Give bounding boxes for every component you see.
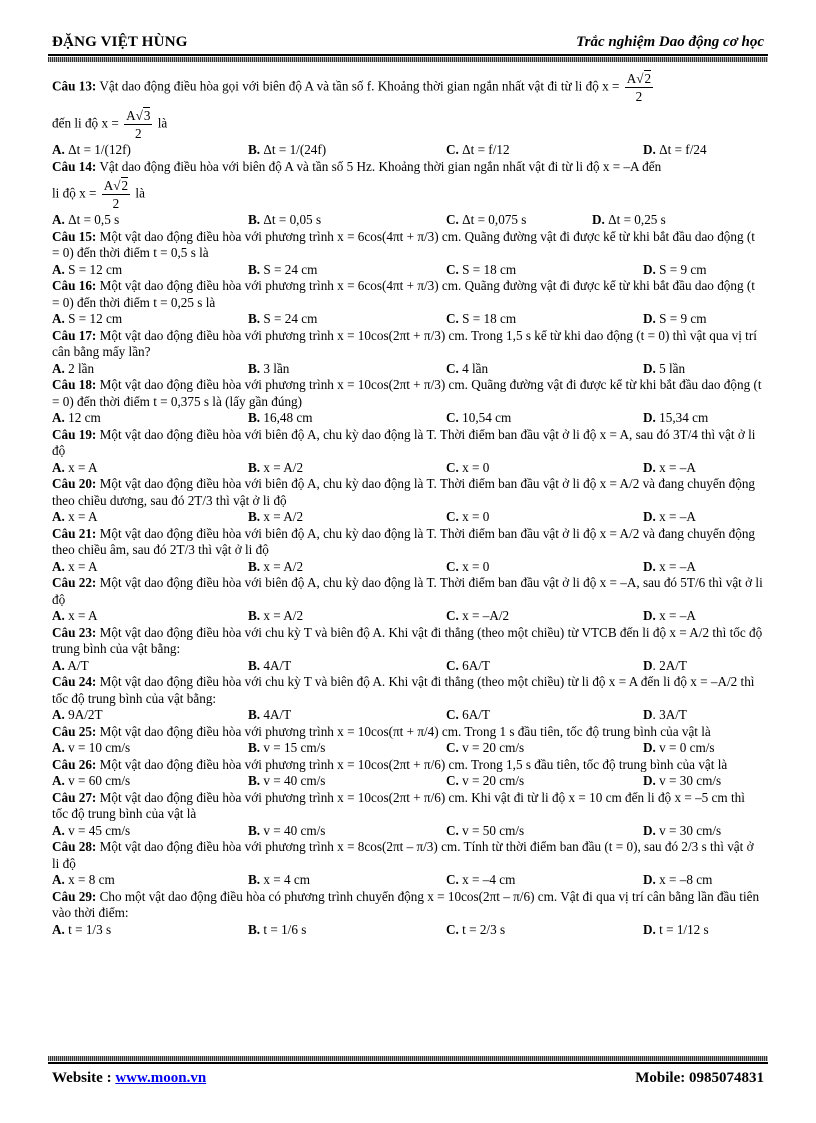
- question-text: Vật dao động điều hòa với biên độ A và tần số 5 Hz. Khoảng thời gian ngắn nhất vật đi từ li độ x = –A đến: [96, 158, 662, 174]
- option-b[interactable]: B. v = 15 cm/s: [248, 740, 326, 755]
- option-b[interactable]: B. S = 24 cm: [248, 311, 318, 326]
- option-a[interactable]: A. S = 12 cm: [52, 261, 123, 277]
- question-text: Một vật dao động điều hòa với chu kỳ T và biên độ A. Khi vật đi thẳng (theo một chiều) từ li độ x = A đến li độ x = –A/2 thì tốc độ trung bình của vật bằng:: [52, 674, 755, 706]
- option-d[interactable]: D. Δt = 0,25 s: [592, 212, 666, 227]
- option-c[interactable]: C. x = –A/2: [446, 608, 510, 623]
- option-c[interactable]: C. 6A/T: [446, 657, 490, 673]
- option-a[interactable]: A. x = A: [52, 509, 98, 524]
- option-d[interactable]: D. x = –A: [643, 558, 696, 574]
- answer-options: [52, 658, 764, 675]
- answer-options: [52, 608, 764, 625]
- option-b[interactable]: B. x = A/2: [248, 509, 304, 524]
- option-a[interactable]: A. x = A: [52, 459, 98, 475]
- option-c[interactable]: C. x = 0: [446, 558, 490, 574]
- option-c[interactable]: C. t = 2/3 s: [446, 921, 506, 937]
- fraction-a-sqrt2-over-2: $\frac{A√2}{2}$: [103, 178, 129, 211]
- option-c[interactable]: C. v = 50 cm/s: [446, 822, 525, 838]
- option-c[interactable]: C. v = 20 cm/s: [446, 773, 525, 788]
- question-text: Một vật dao động điều hòa với phương trình x = 6cos(4πt + π/3) cm. Quãng đường vật đi được kể từ khi bắt đầu dao động (t = 0) đến thời điểm t = 0,5 s là: [52, 228, 755, 260]
- answer-options: [52, 311, 764, 328]
- question-18: [52, 377, 764, 410]
- question-list: [52, 70, 764, 938]
- question-23: [52, 625, 764, 658]
- footer-rule: [48, 1062, 768, 1064]
- option-a[interactable]: A. t = 1/3 s: [52, 921, 112, 937]
- option-a[interactable]: A. Δt = 1/(12f): [52, 142, 131, 157]
- option-c[interactable]: C. S = 18 cm: [446, 261, 517, 277]
- option-b[interactable]: B. 4A/T: [248, 657, 292, 673]
- option-c[interactable]: C. x = –4 cm: [446, 872, 516, 887]
- option-d[interactable]: D. S = 9 cm: [643, 311, 707, 326]
- mobile-number: Mobile: 0985074831: [635, 1070, 764, 1086]
- answer-options: [52, 142, 764, 159]
- option-a[interactable]: A. x = A: [52, 608, 98, 623]
- question-text: Một vật dao động điều hòa với biên độ A, chu kỳ dao động là T. Thời điểm ban đầu vật ở li độ x = –A, sau đó 5T/6 thì vật ở li độ: [52, 575, 763, 607]
- option-a[interactable]: A. 2 lần: [52, 360, 95, 376]
- remaining-questions: [52, 229, 764, 939]
- question-text: Một vật dao động điều hòa với phương trình x = 10cos(2πt + π/6) cm. Khi vật đi từ li độ x = 10 cm đến li độ x = –5 cm thì tốc độ trung bình của vật là: [52, 789, 745, 821]
- question-14-cont: li độ x = $\frac{A√2}{2}$ là: [52, 178, 145, 211]
- answer-options: [52, 509, 764, 526]
- option-c[interactable]: C. 6A/T: [446, 707, 490, 722]
- question-21: [52, 526, 764, 559]
- option-c[interactable]: C. 4 lần: [446, 360, 489, 376]
- answer-options: [52, 410, 764, 427]
- option-c[interactable]: C. 10,54 cm: [446, 410, 512, 425]
- question-number: Câu 17:: [52, 327, 97, 343]
- option-b[interactable]: B. x = A/2: [248, 558, 304, 574]
- question-number: Câu 16:: [52, 278, 97, 293]
- option-b[interactable]: B. 16,48 cm: [248, 410, 313, 425]
- option-d[interactable]: D. t = 1/12 s: [643, 921, 709, 937]
- answer-options: [52, 460, 764, 477]
- question-text: Một vật dao động điều hòa với biên độ A, chu kỳ dao động là T. Thời điểm ban đầu vật ở li độ x = A/2 và đang chuyển động theo chiều dương, sau đó 2T/3 thì vật ở li độ: [52, 476, 756, 508]
- question-22: [52, 575, 764, 608]
- answer-options: [52, 262, 764, 279]
- question-29: [52, 889, 764, 922]
- question-16: [52, 278, 764, 311]
- option-a[interactable]: A. 12 cm: [52, 410, 101, 425]
- option-d[interactable]: D. 5 lần: [643, 360, 686, 376]
- question-text: Một vật dao động điều hòa với phương trình x = 6cos(4πt + π/3) cm. Quãng đường vật đi được kể từ khi bắt đầu dao động (t = 0) đến thời điểm t = 0,25 s là: [52, 278, 755, 310]
- page-footer: [52, 1070, 764, 1090]
- website: Website : www.moon.vn: [52, 1070, 207, 1086]
- question-20: [52, 476, 764, 509]
- option-d[interactable]: D. 3A/T: [643, 707, 687, 722]
- question-number: Câu 15:: [52, 228, 97, 244]
- page-header: [52, 30, 764, 52]
- option-b[interactable]: B. x = A/2: [248, 608, 304, 623]
- question-19: [52, 427, 764, 460]
- answer-options: [52, 922, 764, 939]
- question-13-cont: đến li độ x = $\frac{A√3}{2}$ là: [52, 108, 168, 141]
- option-d[interactable]: D. v = 0 cm/s: [643, 740, 715, 755]
- option-a[interactable]: A. v = 45 cm/s: [52, 822, 131, 838]
- header-rule: [48, 54, 768, 56]
- question-text: Một vật dao động điều hòa với phương trình x = 10cos(2πt + π/6) cm. Trong 1,5 s đầu tiên, tốc độ trung bình của vật là: [96, 756, 728, 772]
- option-a[interactable]: A. Δt = 0,5 s: [52, 212, 120, 227]
- question-text: Một vật dao động điều hòa với phương trình x = 10cos(πt + π/4) cm. Trong 1 s đầu tiên, tốc độ trung bình của vật là: [96, 723, 711, 739]
- option-c[interactable]: C. S = 18 cm: [446, 311, 517, 326]
- question-25: [52, 724, 764, 741]
- question-text: Một vật dao động điều hòa với biên độ A, chu kỳ dao động là T. Thời điểm ban đầu vật ở li độ x = A/2 và đang chuyển động theo chiều âm, sau đó 2T/3 thì vật ở li độ: [52, 525, 756, 557]
- answer-options: [52, 559, 764, 576]
- question-text: Một vật dao động điều hòa với phương trình x = 8cos(2πt – π/3) cm. Tính từ thời điểm ban đầu (t = 0), sau đó 2/3 s thì vật ở li độ: [52, 839, 754, 871]
- question-text: Một vật dao động điều hòa với chu kỳ T và biên độ A. Khi vật đi thẳng (theo một chiều) từ VTCB đến li độ x = A/2 thì tốc độ trung bình của vật bằng:: [52, 624, 763, 656]
- question-text: Một vật dao động điều hòa với biên độ A, chu kỳ dao động là T. Thời điểm ban đầu vật ở li độ x = A, sau đó 3T/4 thì vật ở li độ: [52, 426, 756, 458]
- option-c[interactable]: C. x = 0: [446, 459, 490, 475]
- option-c[interactable]: C. x = 0: [446, 509, 490, 524]
- answer-options: [52, 773, 764, 790]
- option-a[interactable]: A. x = 8 cm: [52, 872, 115, 887]
- question-number: Câu 25:: [52, 723, 97, 739]
- option-b[interactable]: B. v = 40 cm/s: [248, 822, 326, 838]
- question-number: Câu 14:: [52, 158, 97, 174]
- option-b[interactable]: B. 3 lần: [248, 360, 290, 376]
- question-number: Câu 28:: [52, 839, 97, 854]
- option-b[interactable]: B. Δt = 1/(24f): [248, 142, 327, 157]
- option-b[interactable]: B. v = 40 cm/s: [248, 773, 326, 788]
- option-d[interactable]: D. x = –A: [643, 509, 696, 524]
- header-rule-pattern: [48, 57, 768, 62]
- option-a[interactable]: A. 9A/2T: [52, 707, 103, 722]
- answer-options: [52, 823, 764, 840]
- option-d[interactable]: D. 2A/T: [643, 657, 687, 673]
- option-b[interactable]: B. t = 1/6 s: [248, 921, 307, 937]
- question-number: Câu 13:: [52, 78, 97, 94]
- option-d[interactable]: D. v = 30 cm/s: [643, 822, 722, 838]
- answer-options: [52, 872, 764, 889]
- option-c[interactable]: C. Δt = f/12: [446, 142, 510, 157]
- question-number: Câu 27:: [52, 789, 97, 805]
- question-17: [52, 328, 764, 361]
- option-d[interactable]: D. 15,34 cm: [643, 410, 709, 425]
- fraction-a-sqrt2-over-2: $\frac{A√2}{2}$: [626, 71, 652, 104]
- question-number: Câu 21:: [52, 525, 97, 541]
- option-a[interactable]: A. A/T: [52, 657, 89, 673]
- fraction-a-sqrt3-over-2: $\frac{A√3}{2}$: [126, 108, 151, 141]
- option-b[interactable]: B. Δt = 0,05 s: [248, 212, 322, 227]
- question-number: Câu 24:: [52, 674, 97, 689]
- question-number: Câu 23:: [52, 624, 97, 640]
- option-d[interactable]: D. x = –A: [643, 459, 696, 475]
- answer-options: [52, 740, 764, 757]
- answer-options: [52, 707, 764, 724]
- question-text: Vật dao động điều hòa gọi với biên độ A và tần số f. Khoảng thời gian ngắn nhất vật đi từ li độ x =: [96, 78, 620, 94]
- answer-options: [52, 212, 764, 229]
- question-text: đến li độ x =: [52, 115, 119, 131]
- author-name: ĐẶNG VIỆT HÙNG: [52, 34, 188, 50]
- option-d[interactable]: D. x = –8 cm: [643, 872, 713, 887]
- question-number: Câu 26:: [52, 756, 97, 772]
- document-subject: Trắc nghiệm Dao động cơ học: [576, 34, 764, 50]
- question-27: [52, 790, 764, 823]
- question-28: [52, 839, 764, 872]
- option-a[interactable]: A. v = 10 cm/s: [52, 740, 131, 755]
- option-b[interactable]: B. x = A/2: [248, 459, 304, 475]
- question-number: Câu 20:: [52, 476, 97, 491]
- question-number: Câu 18:: [52, 377, 97, 392]
- option-d[interactable]: D. v = 30 cm/s: [643, 773, 722, 788]
- option-c[interactable]: C. Δt = 0,075 s: [446, 212, 527, 227]
- question-text: Cho một vật dao động điều hòa có phương trình chuyển động x = 10cos(2πt – π/6) cm. Vật đi qua vị trí cân bằng lần đầu tiên vào thời điểm:: [52, 888, 760, 920]
- question-14: [52, 159, 764, 176]
- question-24: [52, 674, 764, 707]
- option-a[interactable]: A. v = 60 cm/s: [52, 773, 131, 788]
- question-number: Câu 22:: [52, 575, 97, 590]
- question-number: Câu 29:: [52, 888, 97, 904]
- footer-rule-pattern: [48, 1056, 768, 1061]
- option-c[interactable]: C. v = 20 cm/s: [446, 740, 525, 755]
- question-15: [52, 229, 764, 262]
- option-d[interactable]: D. x = –A: [643, 608, 696, 623]
- option-b[interactable]: B. x = 4 cm: [248, 872, 311, 887]
- option-b[interactable]: B. 4A/T: [248, 707, 292, 722]
- website-link[interactable]: www.moon.vn: [115, 1070, 207, 1086]
- question-text: Một vật dao động điều hòa với phương trình x = 10cos(2πt + π/3) cm. Trong 1,5 s kể từ khi dao động (t = 0) thì vật qua vị trí cân bằng mấy lần?: [52, 327, 757, 359]
- option-d[interactable]: D. Δt = f/24: [643, 142, 707, 157]
- question-13: [52, 70, 764, 105]
- option-b[interactable]: B. S = 24 cm: [248, 261, 318, 277]
- option-a[interactable]: A. S = 12 cm: [52, 311, 123, 326]
- option-a[interactable]: A. x = A: [52, 558, 98, 574]
- question-26: [52, 757, 764, 774]
- answer-options: [52, 361, 764, 378]
- option-d[interactable]: D. S = 9 cm: [643, 261, 707, 277]
- question-number: Câu 19:: [52, 426, 97, 442]
- question-text: Một vật dao động điều hòa với phương trình x = 10cos(2πt + π/3) cm. Quãng đường vật đi được kể từ khi bắt đầu dao động (t = 0) đến thời điểm t = 0,375 s là (lấy gần đúng): [52, 377, 762, 409]
